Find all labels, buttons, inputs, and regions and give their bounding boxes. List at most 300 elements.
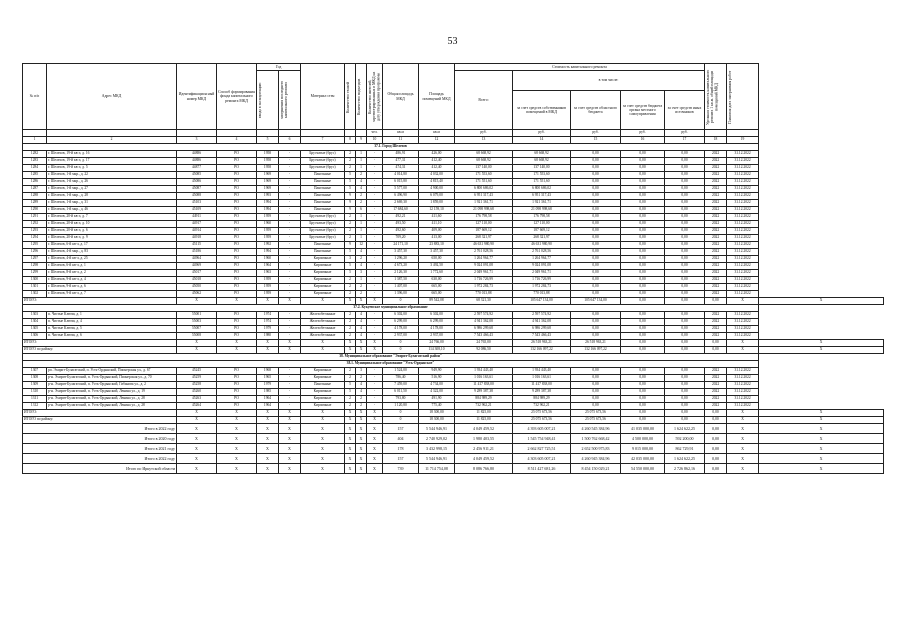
table-cell: Панельные [301,249,345,256]
table-cell: - [279,403,301,410]
total-cell: X [279,464,301,474]
table-cell: 1 716 726,99 [513,277,571,284]
table-cell: 2 [356,193,367,200]
table-cell: 137 140,00 [513,165,571,172]
total-cell: 68 321,30 [455,298,513,305]
table-cell: 3 492,50 [419,263,455,270]
unit-cell: кв.м [419,130,455,137]
total-cell: 11 714 754,08 [419,464,455,474]
table-row [23,263,884,270]
table-cell: 2022 [705,382,727,389]
table-cell: 171 553,60 [455,172,513,179]
table-cell: 6 [356,207,367,214]
unit-cell [257,130,279,137]
table-cell: 2 [345,403,356,410]
total-cell: X [356,298,367,305]
table-cell: г. Шелехов, 9-й кв-л, д. 7 [47,291,177,298]
table-cell: 1 296,20 [383,256,419,263]
table-cell: 1311 [23,396,47,403]
total-cell: X [345,454,356,464]
total-cell: X [759,424,884,434]
table-cell: 1 934 443,40 [513,368,571,375]
capital-repair-register-table [22,63,884,474]
table-cell: 6 079,00 [419,193,455,200]
table-cell: рп. Эхирит-Булагатский, п. Усть-Ордынский, Пионерская ул., д. 67 [47,368,177,375]
total-cell: 739 [383,464,419,474]
total-cell: 0,00 [705,340,727,347]
table-cell: 137 140,00 [455,165,513,172]
table-row [23,284,884,291]
table-cell: 1 716 726,99 [455,277,513,284]
table-cell: 12 159,10 [419,207,455,214]
table-cell: РО [217,277,257,284]
table-cell: - [279,326,301,333]
table-cell: - [367,221,383,228]
table-cell: 0,00 [665,207,705,214]
table-cell: 486,91 [383,151,419,158]
table-cell: 55007 [177,326,217,333]
table-cell: 1958 [257,151,279,158]
table-cell: Панельные [301,200,345,207]
table-cell: 31.12.2022 [727,389,759,396]
table-cell: 5 [345,263,356,270]
header-year-last: завершения последнего капитального ремонта [279,71,301,130]
total-cell: X [356,347,367,354]
table-cell: Панельные [301,193,345,200]
table-cell: 0,00 [621,263,665,270]
table-cell: 268 321,97 [513,235,571,242]
table-cell: 2 [356,284,367,291]
total-cell: 25 075 673,56 [571,410,621,417]
table-cell: 1985 [257,389,279,396]
table-cell: 1293 [23,228,47,235]
table-cell: 0,00 [571,375,621,382]
table-cell: 31.12.2022 [727,312,759,319]
table-cell: 2 669,30 [383,200,419,207]
table-cell: 0,00 [621,165,665,172]
table-cell: 1 016 163,61 [455,375,513,382]
total-cell: X [257,424,279,434]
total-cell: 2 652 500 975,83 [571,444,621,454]
table-cell: 44914 [177,228,217,235]
table-cell: 2022 [705,214,727,221]
table-cell: г. Шелехов, 8-й кв-л, д. 2 [47,270,177,277]
table-cell: 45109 [177,207,217,214]
table-cell: Брусчатые (брус) [301,158,345,165]
table-cell: 31.12.2022 [727,291,759,298]
table-cell: 2 [345,158,356,165]
table-cell: 2 [356,256,367,263]
table-cell: - [367,263,383,270]
table-cell: 5 [345,249,356,256]
table-cell: 31.12.2022 [727,326,759,333]
table-row [23,151,884,158]
total-cell: 89 542,08 [419,298,455,305]
total-cell: 5 544 946,91 [419,454,455,464]
table-cell: 6 299,00 [383,319,419,326]
table-cell: 2022 [705,270,727,277]
table-cell: 0,00 [621,193,665,200]
total-cell: X [279,434,301,444]
unit-cell [345,130,356,137]
header-num: № п/п [23,64,47,130]
table-cell: 0,00 [621,368,665,375]
table-cell: 11 417 838,00 [455,382,513,389]
total-cell: 0 [383,347,419,354]
col-number: 8 [345,137,356,144]
district-total-row [23,347,884,354]
table-cell: 775,40 [419,403,455,410]
table-cell: - [279,256,301,263]
table-cell: РО [217,179,257,186]
table-row [23,193,884,200]
table-cell: 6 302,00 [383,312,419,319]
table-cell: 9 [345,207,356,214]
table-cell: 6 299,00 [419,319,455,326]
table-cell: 31.12.2022 [727,333,759,340]
table-cell: 477,31 [383,158,419,165]
table-cell: - [279,333,301,340]
table-cell: 0,00 [621,200,665,207]
total-cell: 25 075 673,56 [513,417,571,424]
table-cell: - [279,186,301,193]
col-number: 3 [177,137,217,144]
table-cell: Брусчатые (брус) [301,235,345,242]
year-total-row [23,454,884,464]
table-cell: - [367,235,383,242]
table-cell: - [367,270,383,277]
table-cell: 31.12.2022 [727,396,759,403]
total-cell: 1 500 762 668,42 [571,434,621,444]
total-cell: X [279,347,301,354]
total-cell: 157 [383,454,419,464]
table-cell: 1312 [23,403,47,410]
table-body [23,144,884,474]
table-cell: 1979 [257,382,279,389]
total-cell: 8 454 150 029,21 [571,464,621,474]
table-cell: 31.12.2022 [727,375,759,382]
table-cell: 1 524,00 [383,368,419,375]
total-cell: 2 740 929,02 [419,434,455,444]
year-total-row [23,444,884,454]
table-row [23,179,884,186]
table-cell: р-н. Эхирит-Булагатский, п. Усть-Ордынский, Ленина ул., д. 19 [47,389,177,396]
total-cell: X [177,347,217,354]
col-number: 10 [367,137,383,144]
table-cell: - [279,221,301,228]
table-cell: 1960 [257,256,279,263]
table-cell: 1 [356,151,367,158]
table-cell: 0,00 [665,403,705,410]
total-label: Итого в 2020 году [23,434,177,444]
table-cell: 1288 [23,193,47,200]
table-cell: РО [217,200,257,207]
table-cell: 6 015,80 [383,179,419,186]
table-cell: 176 798,58 [513,214,571,221]
table-cell: - [367,291,383,298]
total-cell: X [301,434,345,444]
total-cell: 0,00 [705,434,727,444]
table-cell: РО [217,249,257,256]
table-cell: 2 [356,291,367,298]
table-cell: 630,00 [419,277,455,284]
total-cell: 0,00 [705,298,727,305]
table-cell: 0,00 [571,270,621,277]
table-cell: Железобетонные [301,333,345,340]
table-cell: 0,00 [571,396,621,403]
total-cell: X [356,340,367,347]
total-cell: X [217,340,257,347]
table-cell: 171 551,60 [455,179,513,186]
total-cell: X [345,340,356,347]
table-cell: 1959 [257,228,279,235]
table-cell: 0,00 [665,333,705,340]
total-cell: 105 647 134,00 [513,298,571,305]
table-cell: РО [217,375,257,382]
table-cell: 1963 [257,270,279,277]
table-cell: 412,40 [419,165,455,172]
total-cell: 0 [383,298,419,305]
table-cell: 2 [356,172,367,179]
table-cell: 31.12.2022 [727,382,759,389]
total-cell: 0,00 [621,347,665,354]
table-cell: 46 631 980,90 [513,242,571,249]
table-cell: - [279,312,301,319]
table-cell: - [279,368,301,375]
total-cell: X [727,434,759,444]
table-cell: 9 289 387,38 [455,389,513,396]
table-cell: Кирпичные [301,389,345,396]
table-cell: 0,00 [621,382,665,389]
table-cell: 0,00 [571,403,621,410]
table-cell: - [367,207,383,214]
table-cell: 55003 [177,319,217,326]
total-cell: 0,00 [665,417,705,424]
table-cell: 1959 [257,291,279,298]
table-cell: 493,50 [383,221,419,228]
total-cell: X [367,424,383,434]
table-cell: 31.12.2022 [727,179,759,186]
table-cell: 2 [345,368,356,375]
page-number: 53 [447,36,458,47]
table-cell: 4 941 362,08 [513,319,571,326]
table-row [23,158,884,165]
total-cell: X [367,464,383,474]
table-cell: 1994 [257,200,279,207]
table-cell: 3 [356,368,367,375]
table-cell: 0,00 [665,263,705,270]
section-total-row [23,410,884,417]
table-cell: 2022 [705,179,727,186]
table-cell: 0,00 [571,179,621,186]
total-cell: X [257,464,279,474]
table-cell: 1 [356,214,367,221]
header-entrances: Количество подъездов [356,64,367,130]
col-number: 2 [47,137,177,144]
table-cell: РО [217,389,257,396]
table-cell: 2022 [705,235,727,242]
total-cell: 18 300,00 [419,410,455,417]
total-cell: 26 518 963,21 [571,340,621,347]
table-cell: 127 110,00 [455,221,513,228]
total-cell: X [759,347,884,354]
total-cell: X [727,347,759,354]
table-cell: - [367,389,383,396]
table-cell: - [279,249,301,256]
total-cell: 1 624 622,25 [665,454,705,464]
table-cell: 0,00 [665,326,705,333]
total-cell: 24 766,00 [419,340,455,347]
total-cell: 4 260 945 384,96 [571,454,621,464]
table-row [23,256,884,263]
total-cell: 92 086,50 [455,347,513,354]
total-cell: 1 624 622,25 [665,424,705,434]
col-number: 16 [621,137,665,144]
table-cell: Кирпичные [301,396,345,403]
table-cell: - [367,179,383,186]
total-cell: X [217,424,257,434]
table-cell: 1301 [23,284,47,291]
total-cell: 862 729,91 [665,444,705,454]
table-cell: п. Чистые Ключи, д. 5 [47,326,177,333]
table-cell: 2 [345,221,356,228]
table-cell: 2022 [705,375,727,382]
table-cell: 1969 [257,179,279,186]
table-cell: 5 [345,382,356,389]
header-total-area: Общая площадь МКД [383,64,419,130]
table-cell: 31.12.2022 [727,200,759,207]
table-cell: 0,00 [665,375,705,382]
unit-cell [279,130,301,137]
total-cell: 0,00 [665,340,705,347]
table-cell: 0,00 [571,214,621,221]
table-cell: 21 098 998,68 [513,207,571,214]
table-cell: 2 126,30 [383,270,419,277]
table-cell: 2 [356,200,367,207]
table-cell: 516,90 [419,375,455,382]
table-cell: 0,00 [571,333,621,340]
table-cell: 1992 [257,242,279,249]
table-cell: 0,00 [665,382,705,389]
total-cell: 178 [383,444,419,454]
table-cell: 9 024 091,08 [455,263,513,270]
table-cell: 31.12.2022 [727,319,759,326]
table-cell: 2 937,00 [419,333,455,340]
table-cell: п. Чистые Ключи, д. 1 [47,312,177,319]
total-cell: 8 086 766,80 [455,464,513,474]
table-cell: г. Шелехов, 1-й мкр., д. 22 [47,172,177,179]
table-cell: 5 [345,179,356,186]
table-cell: 0,00 [571,263,621,270]
total-cell: 105 647 134,00 [571,298,621,305]
header-id: Идентификацион ный номер МКД [177,64,217,130]
table-cell: - [367,375,383,382]
table-cell: 949,90 [419,368,455,375]
table-cell: - [367,396,383,403]
table-cell: - [367,193,383,200]
table-cell: г. Шелехов, 6-й кв-л, д. 17 [47,242,177,249]
table-cell: 0,00 [571,242,621,249]
table-cell: 2 [345,228,356,235]
table-cell: 44918 [177,235,217,242]
table-cell: 1304 [23,319,47,326]
table-cell: 4 [356,312,367,319]
table-cell: 0,00 [665,214,705,221]
table-cell: 45258 [177,382,217,389]
table-cell: - [367,186,383,193]
table-cell: 0,00 [621,151,665,158]
table-cell: 2022 [705,200,727,207]
table-row [23,333,884,340]
table-cell: 412,40 [419,158,455,165]
table-cell: 2022 [705,249,727,256]
total-cell: 132 166 097,22 [513,347,571,354]
total-label: Итого в 2022 году [23,424,177,434]
table-cell: 4 [356,389,367,396]
table-cell: р-н. Эхирит-Булагатский, п. Усть-Ордынский, Ленина ул., д. 28 [47,396,177,403]
table-cell: 1994 [257,207,279,214]
table-cell: - [279,165,301,172]
table-cell: 31.12.2022 [727,207,759,214]
table-row [23,375,884,382]
total-cell: X [217,454,257,464]
total-cell: X [727,340,759,347]
table-row [23,200,884,207]
table-cell: Панельные [301,207,345,214]
table-cell: 2 049 961,71 [513,270,571,277]
table-cell: Брусчатые (брус) [301,214,345,221]
total-cell: X [356,444,367,454]
table-cell: 1294 [23,235,47,242]
total-cell: 0,00 [665,410,705,417]
table-cell: 1964 [257,263,279,270]
table-row [23,207,884,214]
total-cell: X [301,340,345,347]
total-cell: 3 432 998,15 [419,444,455,454]
table-cell: 4 322,00 [419,389,455,396]
table-cell: 2022 [705,312,727,319]
table-cell: 44969 [177,263,217,270]
table-cell: - [367,382,383,389]
table-cell: 9 024 091,08 [513,263,571,270]
table-cell: 0,00 [571,193,621,200]
table-cell: 0,00 [571,326,621,333]
table-row [23,228,884,235]
total-cell: X [759,444,884,454]
table-cell: 45050 [177,284,217,291]
table-cell: 2022 [705,193,727,200]
section-title: 38.1. Муниципальное образование "Усть-Ордынское" [23,361,759,368]
total-cell: X [177,464,217,474]
table-cell: 2 [345,284,356,291]
table-cell: 2022 [705,242,727,249]
total-cell: X [345,417,356,424]
table-cell: 2 [345,277,356,284]
table-cell: Кирпичные [301,256,345,263]
total-cell: X [356,434,367,444]
table-cell: 24 171,10 [383,242,419,249]
total-label: ИТОГО: [23,340,177,347]
table-cell: Брусчатые (брус) [301,221,345,228]
table-cell: 45087 [177,186,217,193]
table-cell: 2022 [705,186,727,193]
table-cell: Панельные [301,179,345,186]
table-cell: 1994 [257,249,279,256]
table-cell: 0,00 [621,228,665,235]
table-cell: 0,00 [571,319,621,326]
table-cell: 5 [345,172,356,179]
table-cell: 45017 [177,270,217,277]
